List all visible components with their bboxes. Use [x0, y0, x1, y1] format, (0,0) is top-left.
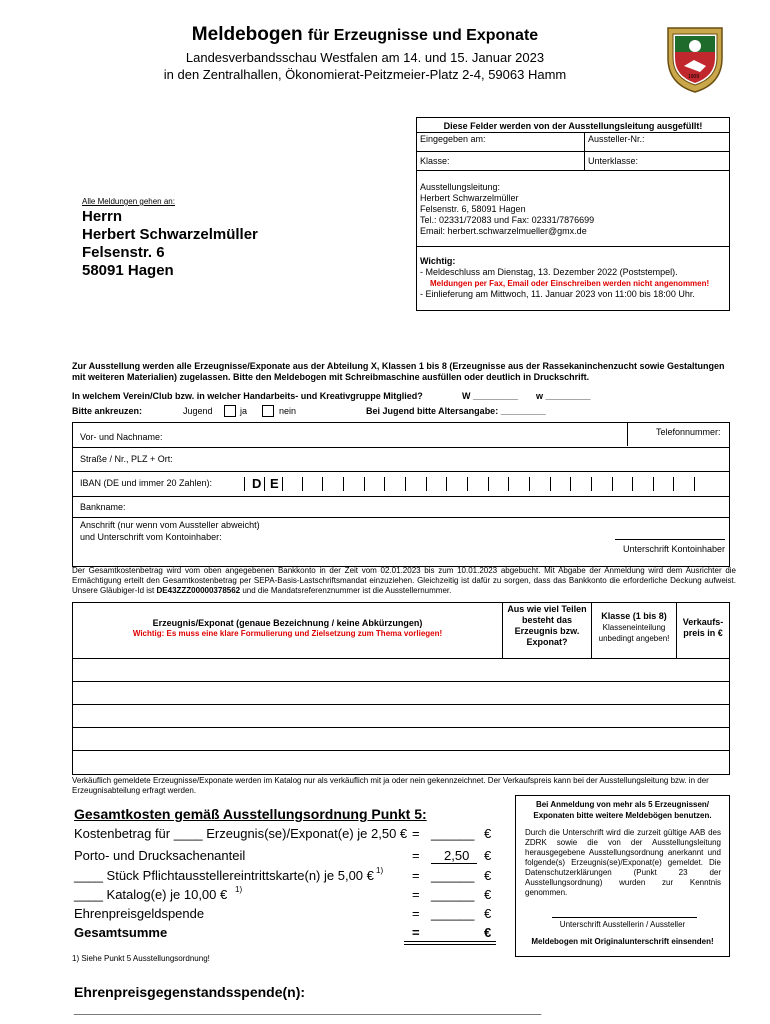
w-field[interactable]: W _________ [462, 391, 519, 401]
kosten-ehrenpreis-amount[interactable]: ______ [431, 906, 475, 921]
kosten-katalog[interactable]: ____ Katalog(e) je 10,00 € [74, 887, 228, 902]
col-preis-header: Verkaufs-preis in € [682, 617, 724, 638]
table-row[interactable] [73, 659, 729, 681]
iban-e: E [270, 476, 279, 491]
ankreuzen-label: Bitte ankreuzen: [72, 406, 143, 416]
telefon-field[interactable]: Telefonnummer: [656, 427, 721, 437]
table-row[interactable] [73, 728, 729, 750]
kosten-ehrenpreis: Ehrenpreisgeldspende [74, 906, 205, 921]
ehrenpreis-spende-field[interactable]: Ehrenpreisgegenstandsspende(n): ____________________________________________________________ [74, 984, 542, 1016]
unterschrift-kontoinhaber[interactable]: Unterschrift Kontoinhaber [623, 544, 726, 554]
address-note: Alle Meldungen gehen an: [82, 197, 175, 206]
col-erzeugnis-header: Erzeugnis/Exponat (genaue Bezeichnung / keine Abkürzungen) Wichtig: Es muss eine klare Formulierung und Zielsetzung zum Thema vorliegen! [132, 618, 443, 638]
club-logo [664, 22, 726, 94]
sidebox-heading: Bei Anmeldung von mehr als 5 Erzeugnissen/ Exponaten bitte weitere Meldebögen benutzen. [533, 800, 712, 820]
unterklasse-field[interactable]: Unterklasse: [588, 156, 639, 166]
sepa-text: Der Gesamtkostenbetrag wird vom oben angegebenen Bankkonto in der Zeit vom 02.01.2023 bis zum 10.01.2023 abgebucht. Mit Abgabe der Anmeldung wird dem Ausrichter die Ermächtigung erteilt den Gesamtkostenbetrag per SEPA-Basis-Lastschriftsmandat einzuziehen. Gleichzeitig ist dafür zu sorgen, dass das Bankkonto die erforderliche Deckung aufweist. Unsere Gläubiger-Id ist DE43ZZZ00000378562 und die Mandatsreferenznummer ist die Ausstellernummer. [72, 566, 736, 595]
table-row[interactable] [73, 705, 729, 727]
klasse-field[interactable]: Klasse: [420, 156, 450, 166]
event-line-2: in den Zentralhallen, Ökonomierat-Peitzmeier-Platz 2-4, 59063 Hamm [163, 67, 567, 82]
leitung-contact: Ausstellungsleitung: Herbert Schwarzelmüller Felsenstr. 6, 58091 Hagen Tel.: 02331/72083 und Fax: 02331/7876699 Email: herbert.schwarzelmueller@gmx.de [420, 182, 595, 236]
recipient-address: Herrn Herbert Schwarzelmüller Felsenstr. 6 58091 Hagen [82, 208, 258, 279]
title-main: Meldebogen [191, 24, 303, 45]
col-teile-header: Aus wie viel Teilen besteht das Erzeugnis bzw. Exponat? [507, 604, 587, 647]
iban-d: D [252, 476, 262, 491]
jugend-label: Jugend [183, 406, 213, 416]
eingegeben-field[interactable]: Eingegeben am: [420, 134, 486, 144]
personal-data-box [72, 422, 730, 567]
kosten-katalog-amount[interactable]: ______ [431, 887, 475, 902]
logo-year: 1909 [688, 74, 700, 80]
jugend-ja-checkbox[interactable] [224, 405, 236, 417]
nein-label: nein [279, 406, 297, 416]
anschrift-label: Anschrift (nur wenn vom Aussteller abweicht) [80, 520, 260, 530]
page-title [0, 24, 730, 46]
anschrift-label-2: und Unterschrift vom Kontoinhaber: [80, 532, 222, 542]
title-rest: für Erzeugnisse und Exponate [307, 27, 539, 44]
sidebox-footer: Meldebogen mit Originalunterschrift einsenden! [531, 937, 714, 946]
kosten-footnote: 1) Siehe Punkt 5 Ausstellungsordnung! [72, 954, 210, 963]
sidebox-body: Durch die Unterschrift wird die zurzeit gültige AAB des ZDRK sowie die von der Ausstellungsleitung herausgegebene Ausstellungsordnung anerkannt und folgende(s) Erzeugnis(se)/Exponat(e) gemeldet. Die Datenschutzerklärungen (Punkt 23 der Ausstellungsordnung) wurden zur Kenntnis genommen. [525, 828, 721, 897]
ja-label: ja [240, 406, 248, 416]
col-klasse-header: Klasse (1 bis 8) Klasseneinteilung unbedingt angeben! [598, 611, 670, 643]
aussteller-nr-field[interactable]: Aussteller-Nr.: [588, 134, 645, 144]
kosten-erzeugnis-amount[interactable]: ______ [431, 826, 475, 841]
office-use-box [416, 117, 730, 311]
table-row[interactable] [73, 751, 729, 773]
name-field[interactable]: Vor- und Nachname: [80, 432, 163, 442]
kosten-eintrittskarte[interactable]: ____ Stück Pflichtausstellereintrittskarte(n) je 5,00 € [74, 868, 374, 883]
table-row[interactable] [73, 682, 729, 704]
iban-label: IBAN (DE und immer 20 Zahlen): [80, 478, 213, 488]
verein-question: In welchem Verein/Club bzw. in welcher Handarbeits- und Kreativgruppe Mitglied? [72, 391, 423, 401]
intro-text: Zur Ausstellung werden alle Erzeugnisse/Exponate aus der Abteilung X, Klassen 1 bis 8 (Erzeugnisse aus der Rassekaninchenzucht sowie Gestaltungen mit weiteren Materialien) zugelassen. Bitte den Meldebogen mit Schreibmaschine ausfüllen oder deutlich in Druckschrift. [72, 361, 725, 382]
kosten-eintrittskarte-amount[interactable]: ______ [431, 868, 475, 883]
kosten-gesamtsumme: Gesamtsumme [74, 925, 168, 940]
kosten-porto-amount: 2,50 [444, 848, 470, 863]
wichtig-block: Wichtig: - Meldeschluss am Dienstag, 13. Dezember 2022 (Poststempel). Meldungen per Fax, Email oder Einschreiben werden nicht angenommen! - Einlieferung am Mittwoch, 11. Januar 2023 von 11:00 bis 18:00 Uhr. [420, 256, 710, 299]
jugend-nein-checkbox[interactable] [262, 405, 274, 417]
bank-field[interactable]: Bankname: [80, 502, 126, 512]
w2-field[interactable]: w _________ [536, 391, 591, 401]
alter-field[interactable]: Bei Jugend bitte Altersangabe: _________ [366, 406, 546, 416]
kosten-erzeugnis[interactable]: Kostenbetrag für ____ Erzeugnis(se)/Exponat(e) je 2,50 € [74, 826, 408, 841]
office-use-heading: Diese Felder werden von der Ausstellungsleitung ausgefüllt! [443, 121, 703, 131]
glaeubiger-id: DE43ZZZ00000378562 [156, 586, 241, 595]
kosten-heading: Gesamtkosten gemäß Ausstellungsordnung Punkt 5: [74, 806, 427, 822]
iban-row[interactable] [73, 471, 729, 496]
verkauf-note: Verkäuflich gemeldete Erzeugnisse/Exponate werden im Katalog nur als verkäuflich mit ja oder nein gekennzeichnet. Der Verkaufspreis kann bei der Ausstellungsleitung bzw. in der Erzeugnisabteilung erfragt werden. [72, 776, 709, 795]
kosten-porto: Porto- und Drucksachenanteil [74, 848, 246, 863]
signature-box [515, 795, 730, 957]
strasse-field[interactable]: Straße / Nr., PLZ + Ort: [80, 454, 173, 464]
exhibit-table [72, 602, 730, 775]
event-line-1: Landesverbandsschau Westfalen am 14. und 15. Januar 2023 [185, 50, 545, 65]
aussteller-signature[interactable]: Unterschrift Ausstellerin / Aussteller [559, 920, 686, 929]
